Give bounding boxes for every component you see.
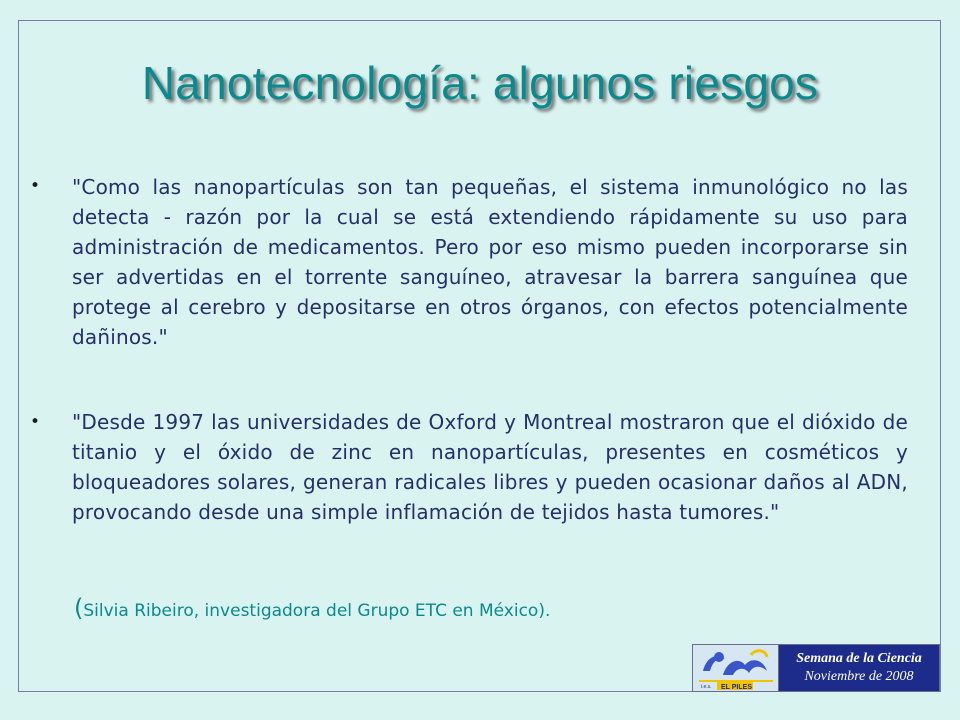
event-date: Noviembre de 2008	[804, 669, 914, 684]
bullet-text-1: "Como las nanopartículas son tan pequeñas, el sistema inmunológico no las detecta - razón por la cual se está extendiendo rápidamente su uso para administración de medicamentos. Pero por eso mismo pueden incorporarse sin ser advertidas en el torrente sanguíneo, atravesar la barrera sanguínea que protege al cerebro y depositarse en otros órganos, con efectos potencialmente dañinos."	[72, 175, 908, 349]
school-logo-icon	[693, 645, 777, 691]
bullet-marker-2: •	[30, 412, 41, 432]
event-badge	[692, 644, 940, 692]
svg-text:EL PILES: EL PILES	[721, 684, 752, 691]
school-logo	[693, 645, 779, 691]
citation-open-paren: (	[74, 594, 84, 622]
bullet-text-2: "Desde 1997 las universidades de Oxford y Montreal mostraron que el dióxido de titanio y el óxido de zinc en nanopartículas, presentes en cosméticos y bloqueadores solares, generan radicales libres y pueden ocasionar daños al ADN, provocando desde una simple inflamación de tejidos hasta tumores."	[72, 410, 908, 524]
citation-text: Silvia Ribeiro, investigadora del Grupo ETC en México).	[83, 601, 551, 621]
citation	[74, 594, 550, 622]
svg-text:i.e.s.: i.e.s.	[701, 684, 712, 690]
slide-frame	[18, 20, 941, 692]
event-info	[779, 645, 939, 691]
event-name: Semana de la Ciencia	[796, 651, 922, 666]
bullet-marker-1: •	[30, 176, 41, 196]
slide-title: Nanotecnología: algunos riesgos	[141, 57, 819, 109]
